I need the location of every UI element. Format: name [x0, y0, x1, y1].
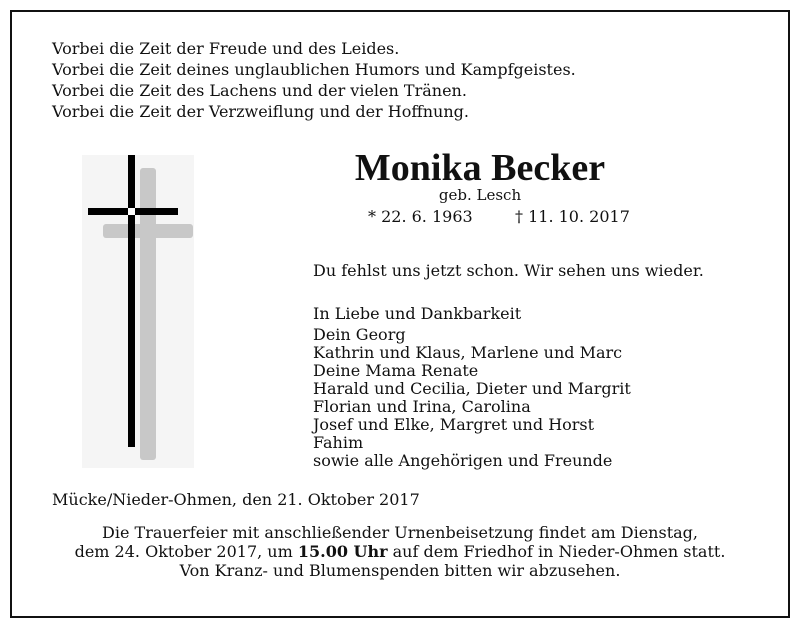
cross-center-square	[128, 208, 135, 215]
list-item: sowie alle Angehörigen und Freunde	[313, 451, 613, 470]
list-item: Fahim	[313, 433, 364, 452]
service-date-text: dem 24. Oktober 2017, um	[74, 542, 298, 561]
cross-vertical-bar	[128, 155, 135, 447]
cross-background	[82, 155, 194, 468]
verse-line: Vorbei die Zeit des Lachens und der vielen Tränen.	[52, 81, 467, 100]
list-item: Kathrin und Klaus, Marlene und Marc	[313, 343, 623, 362]
service-time: 15.00 Uhr	[297, 542, 388, 561]
farewell-quote: Du fehlst uns jetzt schon. Wir sehen uns wieder.	[313, 261, 704, 280]
service-location-text: auf dem Friedhof in Nieder-Ohmen statt.	[387, 542, 726, 561]
list-item: Deine Mama Renate	[313, 361, 479, 380]
list-item: Harald und Cecilia, Dieter und Margrit	[313, 379, 631, 398]
list-item: Dein Georg	[313, 325, 406, 344]
cross-shadow-horizontal	[103, 224, 193, 238]
memorial-verse	[52, 38, 576, 122]
service-line-2	[20, 542, 780, 561]
service-line-3: Von Kranz- und Blumenspenden bitten wir abzusehen.	[179, 561, 621, 580]
death-date: † 11. 10. 2017	[515, 207, 630, 226]
verse-line: Vorbei die Zeit der Verzweiflung und der Hoffnung.	[52, 102, 469, 121]
mourners-list	[313, 326, 631, 470]
mourners-intro: In Liebe und Dankbarkeit	[313, 304, 522, 323]
service-announcement	[20, 523, 780, 580]
deceased-name: Monika Becker	[354, 147, 606, 189]
verse-line: Vorbei die Zeit der Freude und des Leides.	[52, 39, 400, 58]
place-and-date: Mücke/Nieder-Ohmen, den 21. Oktober 2017	[52, 490, 420, 509]
list-item: Florian und Irina, Carolina	[313, 397, 531, 416]
service-line-1: Die Trauerfeier mit anschließender Urnenbeisetzung findet am Dienstag,	[102, 523, 698, 542]
maiden-name: geb. Lesch	[438, 186, 522, 204]
verse-line: Vorbei die Zeit deines unglaublichen Humors und Kampfgeistes.	[52, 60, 576, 79]
list-item: Josef und Elke, Margret und Horst	[313, 415, 595, 434]
birth-date: * 22. 6. 1963	[368, 207, 473, 226]
